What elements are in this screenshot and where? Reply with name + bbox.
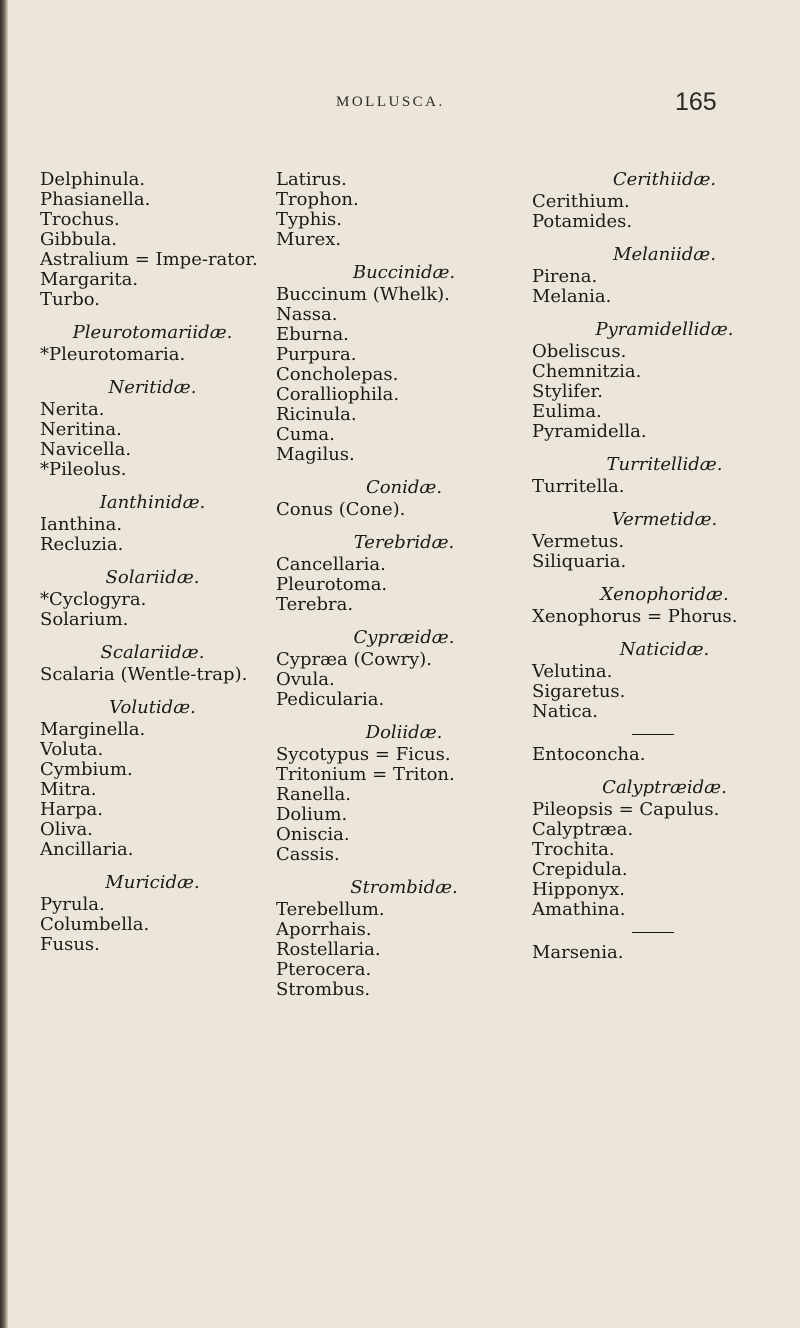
genus-entry: Gibbula. [40,229,117,250]
family-heading: Buccinidæ. [352,262,456,283]
genus-entry: *Cyclogyra. [40,589,147,610]
genus-entry: Dolium. [276,804,348,825]
genus-entry: Turritella. [532,476,625,497]
genus-entry: Oliva. [40,819,93,840]
genus-entry: Marsenia. [532,942,624,963]
genus-entry: Xenophorus = Phorus. [532,606,738,627]
genus-entry: Oniscia. [276,824,350,845]
genus-entry: Cassis. [276,844,340,865]
genus-entry: Potamides. [532,211,633,232]
genus-entry: Calyptræa. [532,819,634,840]
family-heading: Naticidæ. [619,639,710,660]
family-heading: Volutidæ. [109,697,196,718]
genus-entry: Voluta. [40,739,104,760]
genus-entry: Tritonium = Triton. [276,764,455,785]
genus-entry: Pedicularia. [276,689,385,710]
genus-entry: Pterocera. [276,959,372,980]
genus-entry: Siliquaria. [532,551,627,572]
family-heading: Cypræidæ. [353,627,455,648]
genus-entry: Trochus. [40,209,120,230]
genus-entry: Magilus. [276,444,355,465]
genus-entry: Crepidula. [532,859,628,880]
genus-entry: Solarium. [40,609,129,630]
book-spine-shadow [0,0,8,1328]
genus-entry: Trochita. [532,839,615,860]
family-heading: Xenophoridæ. [600,584,729,605]
column-3 [532,170,797,963]
genus-entry: Velutina. [532,661,613,682]
genus-entry: Nerita. [40,399,105,420]
genus-entry: Concholepas. [276,364,399,385]
genus-entry: Scalaria (Wentle-trap). [40,664,248,685]
genus-entry: Delphinula. [40,169,146,190]
genus-entry: Aporrhais. [276,919,372,940]
genus-entry: Fusus. [40,934,100,955]
section-divider [632,932,674,933]
genus-entry: Ricinula. [276,404,357,425]
genus-entry: Murex. [276,229,342,250]
genus-entry: Buccinum (Whelk). [276,284,450,305]
genus-entry: Nassa. [276,304,338,325]
section-divider [632,734,674,735]
genus-entry: Ranella. [276,784,351,805]
genus-entry: Pleurotoma. [276,574,388,595]
genus-entry: Ancillaria. [40,839,134,860]
genus-entry: Cuma. [276,424,335,445]
genus-entry: Cerithium. [532,191,630,212]
family-heading: Ianthinidæ. [99,492,206,513]
genus-entry: Vermetus. [532,531,625,552]
genus-entry: *Pleurotomaria. [40,344,186,365]
genus-entry: Ianthina. [40,514,123,535]
genus-entry: Terebellum. [276,899,385,920]
genus-entry: Chemnitzia. [532,361,642,382]
genus-entry: Eburna. [276,324,349,345]
genus-entry: Pyramidella. [532,421,647,442]
family-heading: Cerithiidæ. [612,169,717,190]
genus-entry: Cypræa (Cowry). [276,649,432,670]
family-heading: Terebridæ. [353,532,455,553]
genus-entry: Hipponyx. [532,879,625,900]
page-header [0,88,800,128]
genus-entry: Turbo. [40,289,100,310]
genus-entry: Terebra. [276,594,354,615]
genus-entry: Stylifer. [532,381,603,402]
genus-entry: Navicella. [40,439,132,460]
genus-entry: Phasianella. [40,189,151,210]
family-heading: Neritidæ. [108,377,197,398]
genus-entry: Melania. [532,286,612,307]
genus-entry: Recluzia. [40,534,124,555]
genus-entry: Conus (Cone). [276,499,406,520]
family-heading: Pyramidellidæ. [595,319,734,340]
genus-entry: Cymbium. [40,759,133,780]
genus-entry: Coralliophila. [276,384,400,405]
column-1 [40,170,275,955]
genus-entry: Harpa. [40,799,104,820]
genus-entry: Obeliscus. [532,341,627,362]
family-heading: Pleurotomariidæ. [72,322,233,343]
genus-entry: Margarita. [40,269,139,290]
genus-entry: Mitra. [40,779,97,800]
genus-entry: Astralium = Impe-rator. [40,249,258,270]
genus-entry: Entoconcha. [532,744,646,765]
family-heading: Doliidæ. [365,722,443,743]
genus-entry: Marginella. [40,719,146,740]
column-2 [276,170,532,1000]
genus-entry: Trophon. [276,189,359,210]
genus-entry: Typhis. [276,209,343,230]
genus-entry: Latirus. [276,169,347,190]
family-heading: Vermetidæ. [611,509,718,530]
genus-entry: Ovula. [276,669,335,690]
genus-entry: Columbella. [40,914,150,935]
genus-entry: Natica. [532,701,599,722]
genus-entry: Neritina. [40,419,122,440]
running-head: MOLLUSCA. [336,94,445,110]
genus-entry: Amathina. [532,899,626,920]
genus-entry: Rostellaria. [276,939,381,960]
family-heading: Muricidæ. [105,872,200,893]
genus-entry: Pyrula. [40,894,105,915]
genus-entry: Pirena. [532,266,598,287]
family-heading: Calyptræidæ. [602,777,727,798]
family-heading: Strombidæ. [350,877,458,898]
family-heading: Solariidæ. [105,567,200,588]
genus-entry: *Pileolus. [40,459,127,480]
genus-entry: Pileopsis = Capulus. [532,799,720,820]
family-heading: Melaniidæ. [613,244,716,265]
genus-entry: Cancellaria. [276,554,386,575]
family-heading: Conidæ. [365,477,443,498]
genus-entry: Purpura. [276,344,357,365]
family-heading: Turritellidæ. [606,454,723,475]
page-number: 165 [675,88,717,116]
genus-entry: Strombus. [276,979,371,1000]
genus-entry: Eulima. [532,401,602,422]
genus-entry: Sigaretus. [532,681,626,702]
family-heading: Scalariidæ. [100,642,205,663]
genus-entry: Sycotypus = Ficus. [276,744,451,765]
